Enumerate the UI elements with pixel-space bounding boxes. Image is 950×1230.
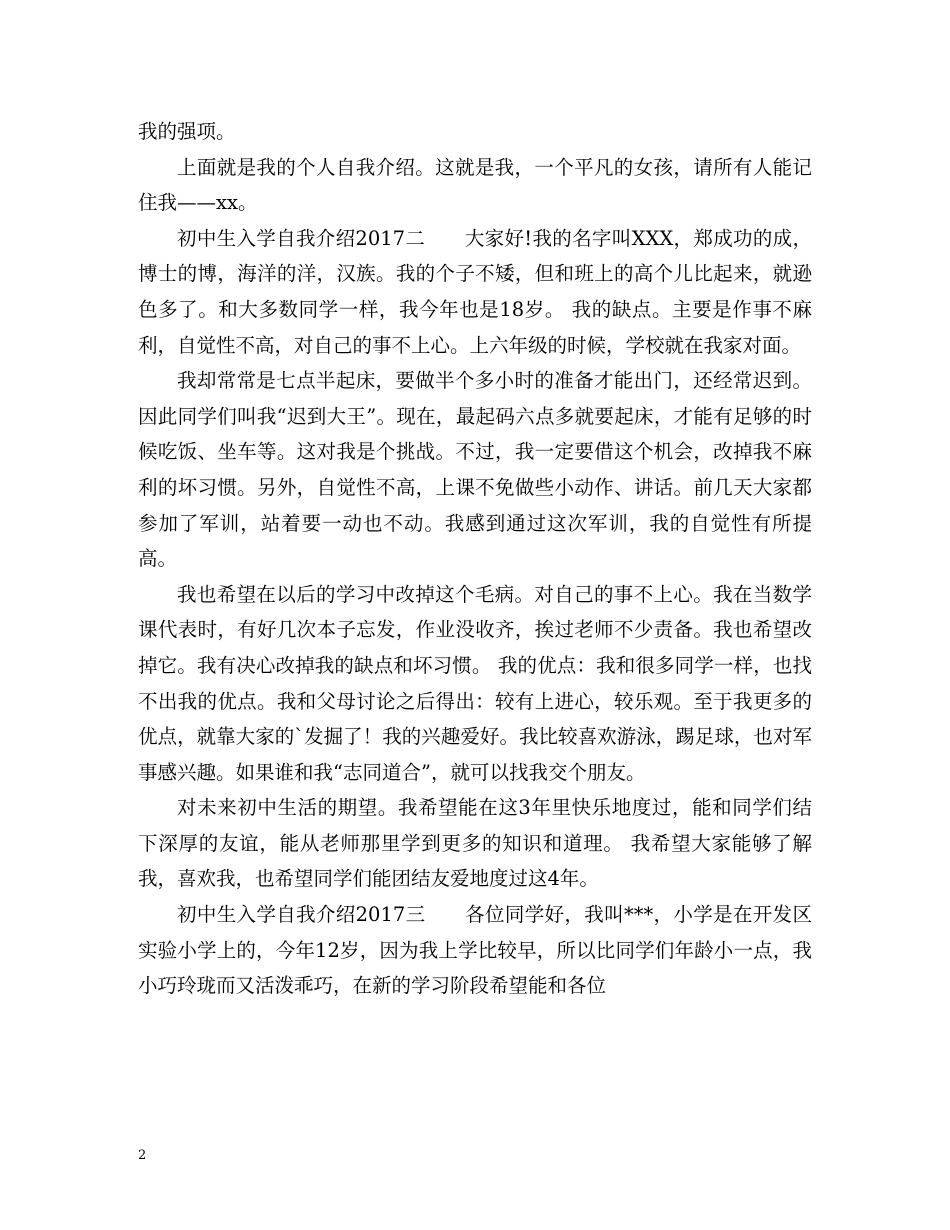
page-number: 2 [138, 1148, 147, 1163]
document-body [138, 114, 812, 1004]
paragraph-7: 初中生入学自我介绍2017三 各位同学好，我叫***，小学是在开发区实验小学上的，今年12岁，因为我上学比较早，所以比同学们年龄小一点，我小巧玲珑而又活泼乖巧，在新的学习阶段希望能和各位 [138, 903, 812, 998]
paragraph-4: 我却常常是七点半起床，要做半个多小时的准备才能出门，还经常迟到。因此同学们叫我“迟到大王”。现在，最起码六点多就要起床，才能有足够的时候吃饭、坐车等。这对我是个挑战。不过，我一定要借这个机会，改掉我不麻利的坏习惯。另外，自觉性不高，上课不免做些小动作、讲话。前几天大家都参加了军训，站着要一动也不动。我感到通过这次军训，我的自觉性有所提高。 [138, 369, 812, 571]
paragraph-1: 我的强项。 [138, 120, 236, 143]
paragraph-5: 我也希望在以后的学习中改掉这个毛病。对自己的事不上心。我在当数学课代表时，有好几次本子忘发，作业没收齐，挨过老师不少责备。我也希望改掉它。我有决心改掉我的缺点和坏习惯。 我的优点：我和很多同学一样，也找不出我的优点。我和父母讨论之后得出：较有上进心，较乐观。至于我更多的优点，就靠大家的`发掘了！我的兴趣爱好。我比较喜欢游泳，踢足球，也对军事感兴趣。如果谁和我“志同道合”，就可以找我交个朋友。 [138, 582, 812, 784]
paragraph-6: 对未来初中生活的期望。我希望能在这3年里快乐地度过，能和同学们结下深厚的友谊，能从老师那里学到更多的知识和道理。 我希望大家能够了解我，喜欢我，也希望同学们能团结友爱地度过这4年。 [138, 796, 812, 891]
paragraph-3: 初中生入学自我介绍2017二 大家好!我的名字叫XXX，郑成功的成，博士的博，海洋的洋，汉族。我的个子不矮，但和班上的高个儿比起来，就逊色多了。和大多数同学一样，我今年也是18岁。 我的缺点。主要是作事不麻利，自觉性不高，对自己的事不上心。上六年级的时候，学校就在我家对面。 [138, 226, 812, 357]
paragraph-2: 上面就是我的个人自我介绍。这就是我，一个平凡的女孩，请所有人能记住我——xx。 [138, 155, 812, 215]
